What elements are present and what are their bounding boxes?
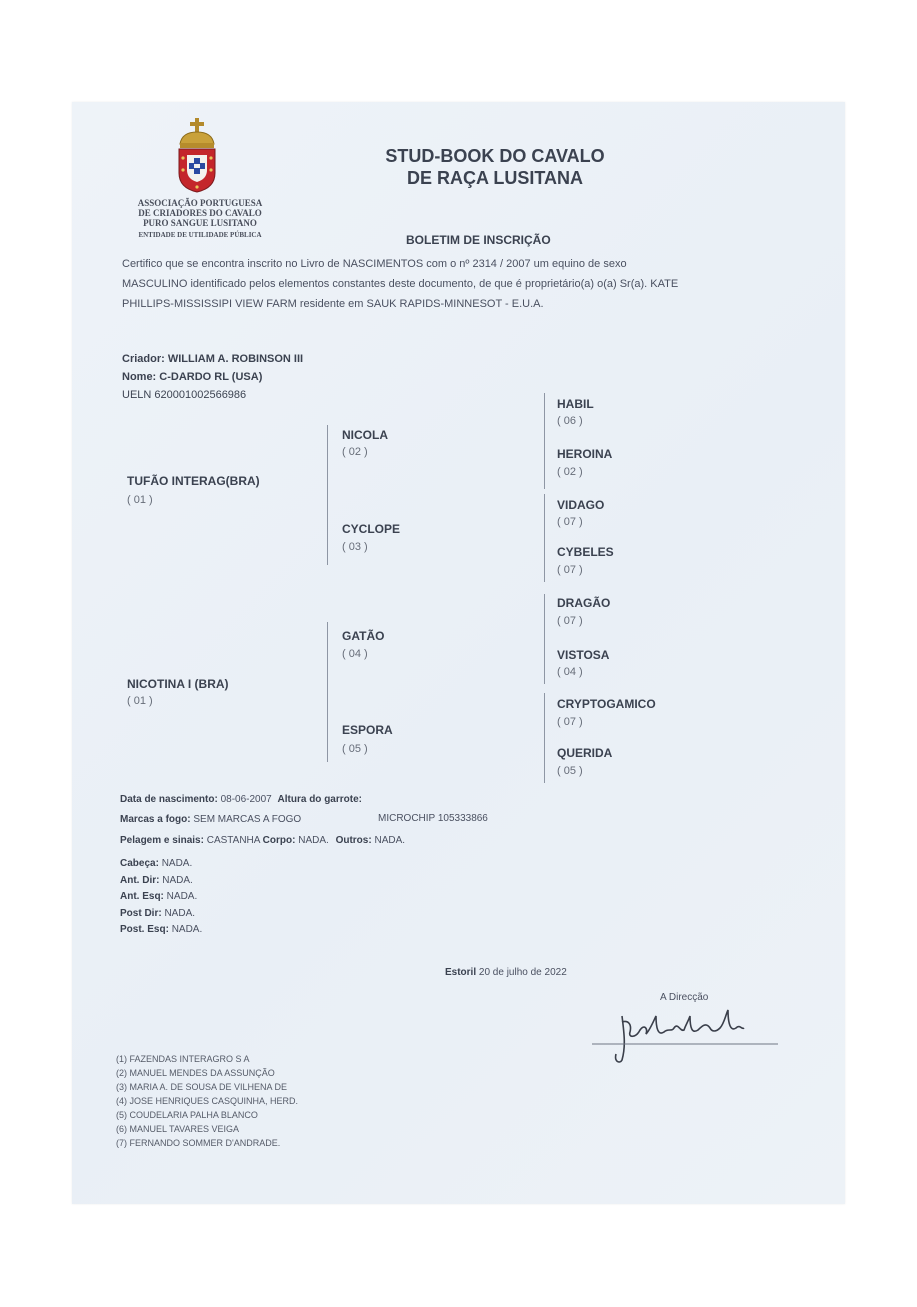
mark-row — [120, 873, 202, 890]
horse-name-label: Nome: — [122, 371, 157, 383]
grandparent-name: NICOLA — [342, 428, 388, 442]
certification-line-3: PHILLIPS-MISSISSIPI VIEW FARM residente em SAUK RAPIDS-MINNESOT - E.U.A. — [122, 298, 544, 310]
pedigree-line-nicola — [544, 393, 545, 489]
others-label: Outros: — [335, 835, 372, 846]
great-grandparent-name: VIDAGO — [557, 498, 605, 512]
mark-label: Cabeça: — [120, 858, 159, 869]
breeder-name: WILLIAM A. ROBINSON III — [167, 353, 304, 365]
dam-code: ( 01 ) — [127, 695, 153, 707]
footnote-item: (1) FAZENDAS INTERAGRO S A — [116, 1054, 250, 1064]
certification-line-1: Certifico que se encontra inscrito no Livro de NASCIMENTOS com o nº 2314 / 2007 um equino de sexo — [122, 258, 627, 270]
great-grandparent-code: ( 06 ) — [557, 415, 583, 427]
sire-code: ( 01 ) — [127, 494, 153, 506]
footnote-item: (7) FERNANDO SOMMER D'ANDRADE. — [116, 1138, 281, 1148]
ueln: UELN 620001002566986 — [122, 389, 247, 401]
mark-row — [120, 906, 202, 923]
great-grandparent-code: ( 05 ) — [557, 765, 583, 777]
horse-name: C-DARDO RL (USA) — [159, 371, 263, 383]
mark-label: Ant. Esq: — [120, 891, 164, 902]
document-title-line-1: STUD-BOOK DO CAVALO — [385, 146, 605, 166]
footnote-item: (4) JOSE HENRIQUES CASQUINHA, HERD. — [116, 1096, 299, 1106]
grandparent-name: ESPORA — [342, 723, 393, 737]
birth-row — [120, 793, 362, 806]
mark-row — [120, 889, 202, 906]
breeder-row — [122, 353, 303, 365]
brand-value: SEM MARCAS A FOGO — [193, 814, 302, 825]
mark-row — [120, 922, 202, 939]
mark-value: NADA. — [171, 924, 203, 935]
grandparent-name: GATÃO — [342, 629, 385, 643]
document-title-line-2: DE RAÇA LUSITANA — [407, 168, 583, 188]
date: 20 de julho de 2022 — [478, 967, 567, 978]
great-grandparent-code: ( 07 ) — [557, 564, 583, 576]
brand-label: Marcas a fogo: — [120, 814, 191, 825]
dam-name: NICOTINA I (BRA) — [127, 677, 229, 691]
mark-value: NADA. — [162, 874, 193, 886]
great-grandparent-code: ( 07 ) — [557, 516, 583, 528]
horse-name-row — [122, 371, 262, 383]
breeder-label: Criador: — [122, 353, 165, 365]
grandparent-code: ( 05 ) — [342, 743, 368, 755]
great-grandparent-code: ( 04 ) — [557, 666, 583, 678]
bulletin-heading: BOLETIM DE INSCRIÇÃO — [406, 233, 551, 247]
pedigree-line-sire — [327, 425, 328, 565]
mark-value: NADA. — [161, 858, 193, 869]
footnote-item: (3) MARIA A. DE SOUSA DE VILHENA DE — [116, 1082, 288, 1092]
mark-label: Post Dir: — [120, 907, 162, 919]
great-grandparent-name: QUERIDA — [557, 746, 613, 760]
grandparent-code: ( 04 ) — [342, 648, 368, 660]
coat-label: Pelagem e sinais: — [120, 835, 204, 846]
great-grandparent-name: CRYPTOGAMICO — [557, 697, 656, 711]
mark-label: Ant. Dir: — [120, 874, 160, 886]
great-grandparent-name: HEROINA — [557, 447, 613, 461]
sire-name: TUFÃO INTERAG(BRA) — [127, 474, 260, 488]
grandparent-code: ( 03 ) — [342, 541, 368, 553]
pedigree-line-gatao — [544, 594, 545, 684]
great-grandparent-name: VISTOSA — [557, 648, 610, 662]
great-grandparent-code: ( 07 ) — [557, 615, 583, 627]
grandparent-name: CYCLOPE — [342, 522, 401, 536]
others-value: NADA. — [374, 835, 406, 846]
great-grandparent-name: CYBELES — [557, 545, 614, 559]
association-line-4: ENTIDADE DE UTILIDADE PÚBLICA — [138, 231, 262, 239]
body-label: Corpo: — [262, 835, 296, 846]
coat-of-arms-icon — [174, 118, 220, 194]
birth-label: Data de nascimento: — [120, 794, 218, 805]
great-grandparent-name: DRAGÃO — [557, 596, 611, 610]
marks-block — [120, 856, 202, 939]
footnote-item: (2) MANUEL MENDES DA ASSUNÇÃO — [116, 1068, 275, 1078]
mark-value: NADA. — [164, 907, 196, 919]
birth-date: 08-06-2007 — [220, 794, 272, 805]
body-value: NADA. — [298, 835, 329, 846]
brand-row — [120, 813, 301, 826]
great-grandparent-code: ( 07 ) — [557, 716, 583, 728]
certification-line-2: MASCULINO identificado pelos elementos constantes deste documento, de que é proprietário(a) o(a) Sr(a). KATE — [122, 278, 679, 290]
microchip: MICROCHIP 105333866 — [378, 813, 488, 824]
mark-row — [120, 856, 202, 873]
great-grandparent-code: ( 02 ) — [557, 466, 583, 478]
place-date — [445, 966, 567, 979]
coat-value: CASTANHA — [206, 835, 260, 846]
mark-value: NADA. — [166, 891, 198, 902]
direction-label: A Direcção — [660, 992, 709, 1003]
height-label: Altura do garrote: — [277, 794, 362, 805]
association-line-1: ASSOCIAÇÃO PORTUGUESA — [137, 198, 263, 208]
signature — [592, 1002, 782, 1066]
place: Estoril — [445, 967, 477, 978]
grandparent-code: ( 02 ) — [342, 446, 368, 458]
footnote-item: (6) MANUEL TAVARES VEIGA — [116, 1124, 240, 1134]
mark-label: Post. Esq: — [120, 924, 169, 935]
pedigree-line-dam — [327, 622, 328, 762]
association-line-3: PURO SANGUE LUSITANO — [143, 218, 257, 228]
breeder-footnotes — [116, 1052, 298, 1150]
pedigree-line-cyclope — [544, 494, 545, 582]
great-grandparent-name: HABIL — [557, 397, 594, 411]
pedigree-line-espora — [544, 693, 545, 783]
coat-row — [120, 834, 405, 847]
association-line-2: DE CRIADORES DO CAVALO — [138, 208, 262, 218]
footnote-item: (5) COUDELARIA PALHA BLANCO — [116, 1110, 258, 1120]
